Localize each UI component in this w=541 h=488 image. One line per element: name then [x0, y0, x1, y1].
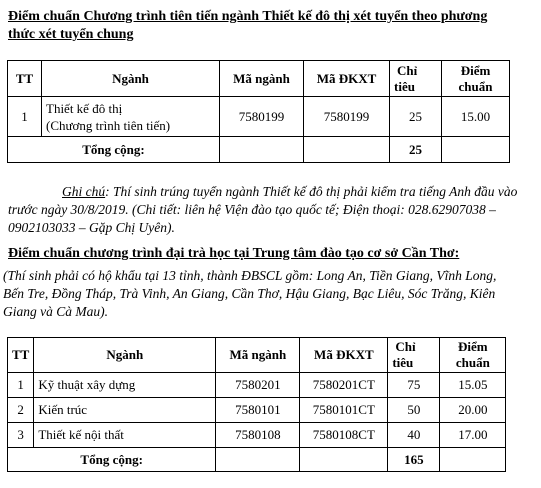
col-header-ma-nganh: Mã ngành [216, 338, 300, 373]
table-row [8, 398, 506, 423]
total-value: 165 [388, 448, 440, 472]
cell-tt: 1 [8, 97, 42, 137]
col-header-ma-dkxt: Mã ĐKXT [300, 338, 388, 373]
cell-tt: 3 [8, 423, 34, 448]
col-header-nganh: Ngành [34, 338, 216, 373]
cell-nganh: Thiết kế nội thất [34, 423, 216, 448]
cell-ma-nganh: 7580199 [220, 97, 304, 137]
col-header-chi-tieu [388, 338, 440, 373]
table-total-row [8, 137, 510, 163]
cell-ma-nganh: 7580108 [216, 423, 300, 448]
total-label: Tổng cộng: [8, 137, 220, 163]
note-line2: trước ngày 30/8/2019. (Chi tiết: liên hệ Viện đào tạo quốc tế; Điện thoại: 028.62907038 – [8, 202, 496, 217]
col-header-chi-tieu [390, 61, 442, 97]
table-header-row [8, 338, 506, 373]
section1-title [8, 8, 528, 44]
cell-tt: 1 [8, 373, 34, 398]
description-line1: (Thí sinh phải có hộ khẩu tại 13 tỉnh, thành ĐBSCL gồm: Long An, Tiền Giang, Vĩnh Long, [3, 268, 497, 283]
table-row [8, 97, 510, 137]
cell-tt: 2 [8, 398, 34, 423]
section1-title-line2: thức xét tuyển chung [8, 27, 134, 42]
col-header-chi-tieu-line2: tiêu [392, 355, 414, 370]
col-header-ma-nganh: Mã ngành [220, 61, 304, 97]
col-header-diem-line1: Điểm [460, 62, 491, 78]
table-row [8, 423, 506, 448]
note-line3: 0902103033 – Gặp Chị Uyên). [8, 220, 175, 235]
col-header-nganh: Ngành [42, 61, 220, 97]
cell-ma-dkxt: 7580101CT [300, 398, 388, 423]
col-header-diem-line2: chuẩn [455, 355, 490, 370]
col-header-diem-chuan [442, 61, 510, 97]
cell-nganh: Kỹ thuật xây dựng [34, 373, 216, 398]
total-empty-cell [220, 137, 304, 163]
col-header-diem-chuan [440, 338, 506, 373]
col-header-chi-tieu-line1: Chỉ [397, 62, 418, 78]
total-empty-cell [300, 448, 388, 472]
cell-ma-dkxt: 7580201CT [300, 373, 388, 398]
total-label: Tổng cộng: [8, 448, 216, 472]
total-empty-cell [304, 137, 390, 163]
col-header-diem-line1: Điểm [458, 339, 488, 354]
total-value: 25 [390, 137, 442, 163]
total-empty-cell [442, 137, 510, 163]
note-label: Ghi chú [62, 184, 106, 199]
cell-chi-tieu: 50 [388, 398, 440, 423]
cell-diem: 15.05 [440, 373, 506, 398]
cell-chi-tieu: 40 [388, 423, 440, 448]
cell-diem: 17.00 [440, 423, 506, 448]
col-header-tt: TT [8, 338, 34, 373]
table-header-row [8, 61, 510, 97]
cell-nganh-line1: Thiết kế đô thị [46, 100, 123, 116]
cell-chi-tieu: 25 [390, 97, 442, 137]
total-empty-cell [216, 448, 300, 472]
cell-nganh [42, 97, 220, 137]
cell-diem: 15.00 [442, 97, 510, 137]
col-header-chi-tieu-line2: tiêu [394, 78, 415, 94]
cell-chi-tieu: 75 [388, 373, 440, 398]
section1-title-line1: Điểm chuẩn Chương trình tiên tiến ngành Thiết kế đô thị xét tuyển theo phương [8, 9, 488, 24]
description-line3: Giang và Cà Mau). [3, 304, 108, 319]
note-paragraph [8, 183, 538, 237]
col-header-chi-tieu-line1: Chỉ [395, 339, 416, 354]
col-header-diem-line2: chuẩn [458, 78, 493, 94]
section2-description [3, 267, 539, 321]
cell-nganh: Kiến trúc [34, 398, 216, 423]
col-header-ma-dkxt: Mã ĐKXT [304, 61, 390, 97]
section2-title: Điểm chuẩn chương trình đại trà học tại Trung tâm đào tạo cơ sở Cần Thơ: [8, 246, 460, 261]
col-header-tt: TT [8, 61, 42, 97]
table-can-tho-program [7, 337, 506, 472]
cell-ma-dkxt: 7580199 [304, 97, 390, 137]
total-empty-cell [440, 448, 506, 472]
table-advanced-program [7, 60, 510, 163]
note-line1 [8, 183, 538, 201]
description-line2: Bến Tre, Đồng Tháp, Trà Vinh, An Giang, Cần Thơ, Hậu Giang, Bạc Liêu, Sóc Trăng, Kiên [3, 286, 496, 301]
cell-ma-nganh: 7580201 [216, 373, 300, 398]
table-row [8, 373, 506, 398]
cell-ma-dkxt: 7580108CT [300, 423, 388, 448]
table-total-row [8, 448, 506, 472]
note-line1-text: : Thí sinh trúng tuyển ngành Thiết kế đô thị phải kiểm tra tiếng Anh đầu vào [105, 184, 518, 199]
cell-ma-nganh: 7580101 [216, 398, 300, 423]
cell-nganh-line2: (Chương trình tiên tiến) [46, 117, 171, 133]
cell-diem: 20.00 [440, 398, 506, 423]
